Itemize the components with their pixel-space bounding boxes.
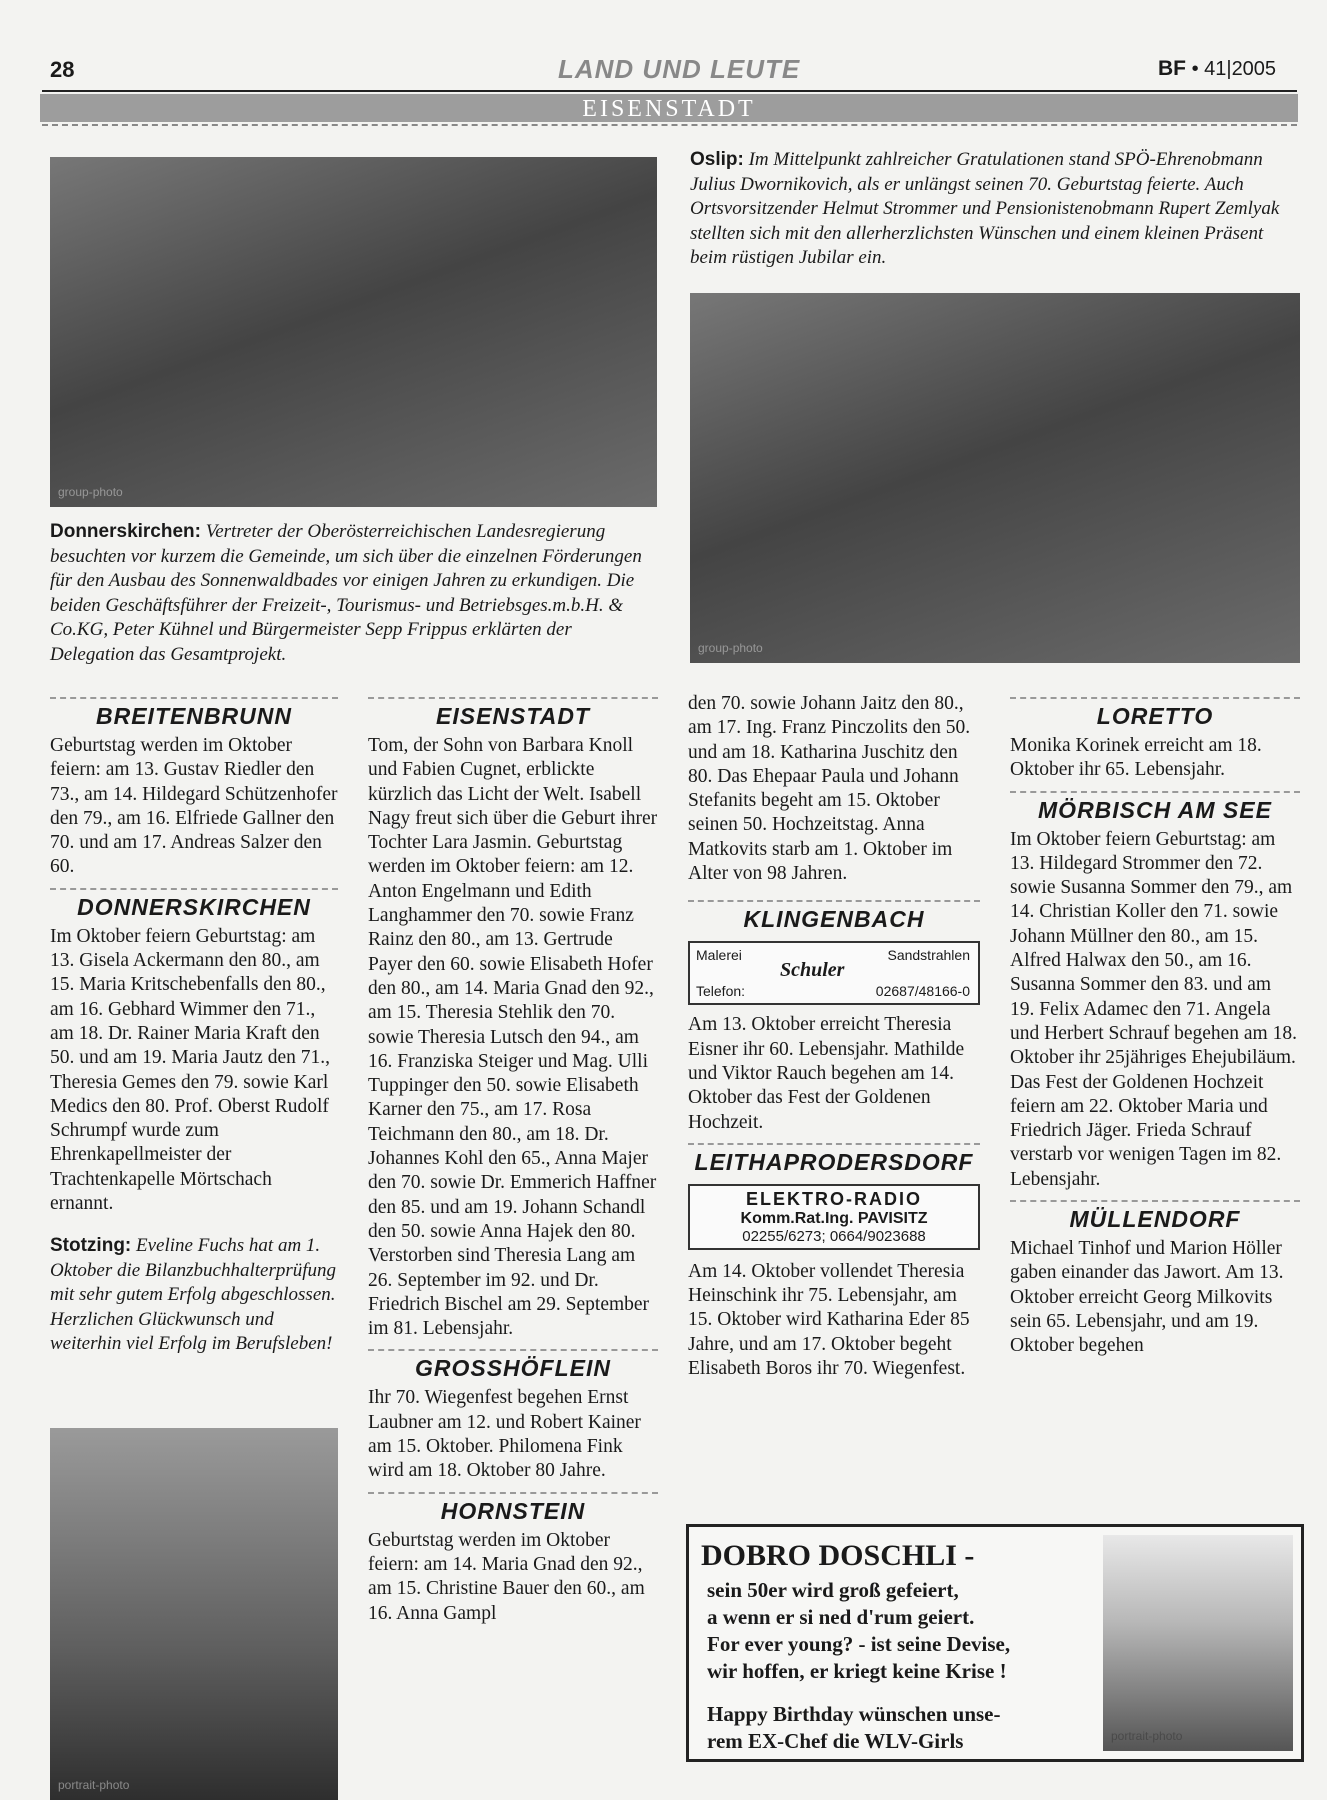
article-eisenstadt: Tom, der Sohn von Barbara Knoll und Fabien Cugnet, erblickte kürzlich das Licht der Welt. Isabell Nagy freut sich über die Geburt ihrer Tochter Lara Jasmin. Geburtstag werden im Oktober feiern: am 12. Anton Engelmann und Edith Langhammer den 70. sowie Franz Rainz den 80., am 13. Gertrude Payer den 60. sowie Elisabeth Hofer den 80., am 14. Maria Gnad den 92., am 15. Theresia Stehlik den 70. sowie Theresia Lutsch den 94., am 16. Franziska Steiger und Mag. Ulli Tuppinger den 50. sowie Elisabeth Karner den 75., am 17. Rosa Teichmann den 80., am 18. Dr. Johannes Kohl den 65., Anna Majer den 70. sowie Dr. Emmerich Haffner den 85. und am 19. Johann Schandl den 50. sowie Anna Hajek den 80. Verstorben sind Theresia Lang am 26. September im 92. und Dr. Friedrich Bischel am 29. September im 81. Lebensjahr.: [368, 735, 658, 1340]
region-banner-text: EISENSTADT: [582, 96, 756, 122]
dobro-title: DOBRO DOSCHLI -: [701, 1539, 975, 1572]
heading-loretto: LORETTO: [1010, 697, 1300, 730]
ad-label: Malerei: [696, 947, 742, 964]
article-donnerskirchen: Im Oktober feiern Geburtstag: am 13. Gisela Ackermann den 80., am 15. Maria Kritschebenfalls den 80., am 16. Gebhard Wimmer den 71., am 18. Dr. Rainer Maria Kraft den 50. und am 19. Maria Jautz den 71., Theresia Gemes den 79. sowie Karl Medics den 80. Prof. Oberst Rudolf Schrumpf wurde zum Ehrenkapellmeister der Trachtenkapelle Mörtschach ernannt.: [50, 925, 330, 1215]
verse-line: sein 50er wird groß gefeiert,: [707, 1578, 959, 1602]
donnerskirchen-photo: [50, 157, 657, 507]
verse-line: rem EX-Chef die WLV-Girls: [707, 1729, 964, 1753]
heading-donnerskirchen: DONNERSKIRCHEN: [50, 888, 338, 921]
header-rule: [42, 90, 1297, 92]
caption-text: Im Mittelpunkt zahlreicher Gratulationen stand SPÖ-Ehrenobmann Julius Dwornikovich, als er unlängst seinen 70. Geburtstag feierte. Auch Ortsvorsitzender Helmut Strommer und Pensionistenobmann Rupert Zemlyak stellten sich mit den allerherzlichsten Wünschen und einem kleinen Präsent beim rüstigen Jubilar ein.: [690, 149, 1280, 268]
photo-label: group-photo: [698, 641, 763, 655]
issue-number: • 41|2005: [1191, 58, 1277, 80]
ad-label: Sandstrahlen: [887, 947, 970, 964]
banner-dash-rule: [42, 124, 1297, 126]
publication-name: BF: [1158, 57, 1186, 80]
heading-hornstein: HORNSTEIN: [368, 1492, 658, 1525]
article-continuation: den 70. sowie Johann Jaitz den 80., am 17. Ing. Franz Pinczolits den 50. und am 18. Katharina Juschitz den 80. Das Ehepaar Paula und Johann Stefanits begeht am 15. Oktober seinen 50. Hochzeitstag. Anna Matkovits starb am 1. Oktober im Alter von 98 Jahren.: [688, 693, 971, 885]
heading-breitenbrunn: BREITENBRUNN: [50, 697, 338, 730]
dobro-doschli-ad: [686, 1524, 1304, 1762]
article-grosshoeflein: Ihr 70. Wiegenfest begehen Ernst Laubner am 12. und Robert Kainer am 15. Oktober. Philomena Fink wird am 18. Oktober 80 Jahre.: [368, 1387, 641, 1482]
stotzing-portrait-photo: [50, 1428, 338, 1800]
column-1: [50, 697, 338, 1357]
verse-line: Happy Birthday wünschen unse-: [707, 1702, 1001, 1726]
ad-schuler: [688, 941, 980, 1005]
heading-klingenbach: KLINGENBACH: [688, 900, 980, 933]
heading-leithaprodersdorf: LEITHAPRODERSDORF: [688, 1143, 980, 1176]
heading-moerbisch: MÖRBISCH AM SEE: [1010, 791, 1300, 824]
caption-lead: Oslip:: [690, 149, 744, 170]
ad-logo: Schuler: [780, 959, 845, 982]
verse-line: wir hoffen, er kriegt keine Krise !: [707, 1659, 1007, 1683]
ad-phone: 02687/48166-0: [875, 983, 970, 1000]
photo-label: portrait-photo: [1111, 1729, 1183, 1743]
column-2: [368, 697, 658, 1626]
heading-grosshoeflein: GROSSHÖFLEIN: [368, 1349, 658, 1382]
photo-label: group-photo: [58, 485, 123, 499]
dobro-text: [701, 1539, 1091, 1755]
article-hornstein: Geburtstag werden im Oktober feiern: am 14. Maria Gnad den 92., am 15. Christine Bauer den 60., am 16. Anna Gampl: [368, 1529, 645, 1624]
heading-eisenstadt: EISENSTADT: [368, 697, 658, 730]
oslip-photo: [690, 293, 1300, 663]
ad-label: Telefon:: [696, 983, 746, 1000]
ad-elektro-radio: [688, 1184, 980, 1250]
ad-phone: 02255/6273; 0664/9023688: [742, 1227, 926, 1245]
donnerskirchen-caption: [50, 520, 660, 667]
caption-lead: Donnerskirchen:: [50, 521, 201, 542]
stotzing-caption: [50, 1234, 338, 1357]
caption-text: Vertreter der Oberösterreichischen Landesregierung besuchten vor kurzem die Gemeinde, um sich über die einzelnen Förderungen für den Ausbau des Sonnenwaldbades vor einigen Jahren zu erkundigen. Die beiden Geschäftsführer der Freizeit-, Tourismus- und Betriebsges.m.b.H. & Co.KG, Peter Kühnel und Bürgermeister Sepp Frippus erklärten der Delegation das Gesamtprojekt.: [50, 521, 642, 665]
article-breitenbrunn: Geburtstag werden im Oktober feiern: am 13. Gustav Riedler den 73., am 14. Hildegard Schützenhofer den 79., am 16. Elfriede Gallner den 70. und am 17. Andreas Salzer den 60.: [50, 735, 338, 878]
issue-label: [1158, 57, 1276, 81]
article-leithaprodersdorf: Am 14. Oktober vollendet Theresia Heinschink ihr 75. Lebensjahr, am 15. Oktober wird Katharina Eder 85 Jahre, und am 17. Oktober begeht Elisabeth Boros ihr 70. Wiegenfest.: [688, 1260, 970, 1380]
article-klingenbach: Am 13. Oktober erreicht Theresia Eisner ihr 60. Lebensjahr. Mathilde und Viktor Rauch begehen am 14. Oktober das Fest der Goldenen Hochzeit.: [688, 1014, 965, 1133]
page-number: 28: [50, 57, 75, 82]
verse-line: a wenn er si ned d'rum geiert.: [707, 1605, 975, 1629]
column-3: [688, 692, 980, 1381]
article-loretto: Monika Korinek erreicht am 18. Oktober ihr 65. Lebensjahr.: [1010, 735, 1262, 781]
article-muellendorf: Michael Tinhof und Marion Höller gaben einander das Jawort. Am 13. Oktober erreicht Georg Milkovits sein 65. Lebensjahr, und am 19. Oktober begehen: [1010, 1238, 1284, 1357]
dobro-verse: [701, 1577, 1091, 1755]
caption-text: Eveline Fuchs hat am 1. Oktober die Bilanzbuchhalterprüfung mit sehr gutem Erfolg abgeschlossen. Herzlichen Glückwunsch und weiterhin viel Erfolg im Berufsleben!: [50, 1235, 337, 1355]
verse-line: For ever young? - ist seine Devise,: [707, 1632, 1011, 1656]
ad-line: Komm.Rat.Ing. PAVISITZ: [740, 1209, 928, 1227]
oslip-caption: [690, 148, 1290, 271]
section-title: LAND UND LEUTE: [558, 54, 801, 84]
photo-label: portrait-photo: [58, 1778, 130, 1792]
column-4: [1010, 697, 1300, 1359]
article-moerbisch: Im Oktober feiern Geburtstag: am 13. Hildegard Strommer den 72. sowie Susanna Sommer den 79., am 14. Christian Koller den 71. sowie Johann Müllner den 80., am 15. Alfred Halwax den 50., am 16. Susanna Sommer den 83. und am 19. Felix Adamec den 71. Angela und Herbert Schrauf begehen am 18. Oktober ihr 25jähriges Ehejubiläum. Das Fest der Goldenen Hochzeit feiern am 22. Oktober Maria und Friedrich Jäger. Frieda Schrauf verstarb vor wenigen Tagen im 82. Lebensjahr.: [1010, 828, 1297, 1190]
region-banner: [40, 94, 1298, 122]
ad-title: ELEKTRO-RADIO: [746, 1188, 922, 1209]
caption-lead: Stotzing:: [50, 1235, 132, 1257]
dobro-portrait-photo: [1103, 1535, 1293, 1751]
heading-muellendorf: MÜLLENDORF: [1010, 1200, 1300, 1233]
